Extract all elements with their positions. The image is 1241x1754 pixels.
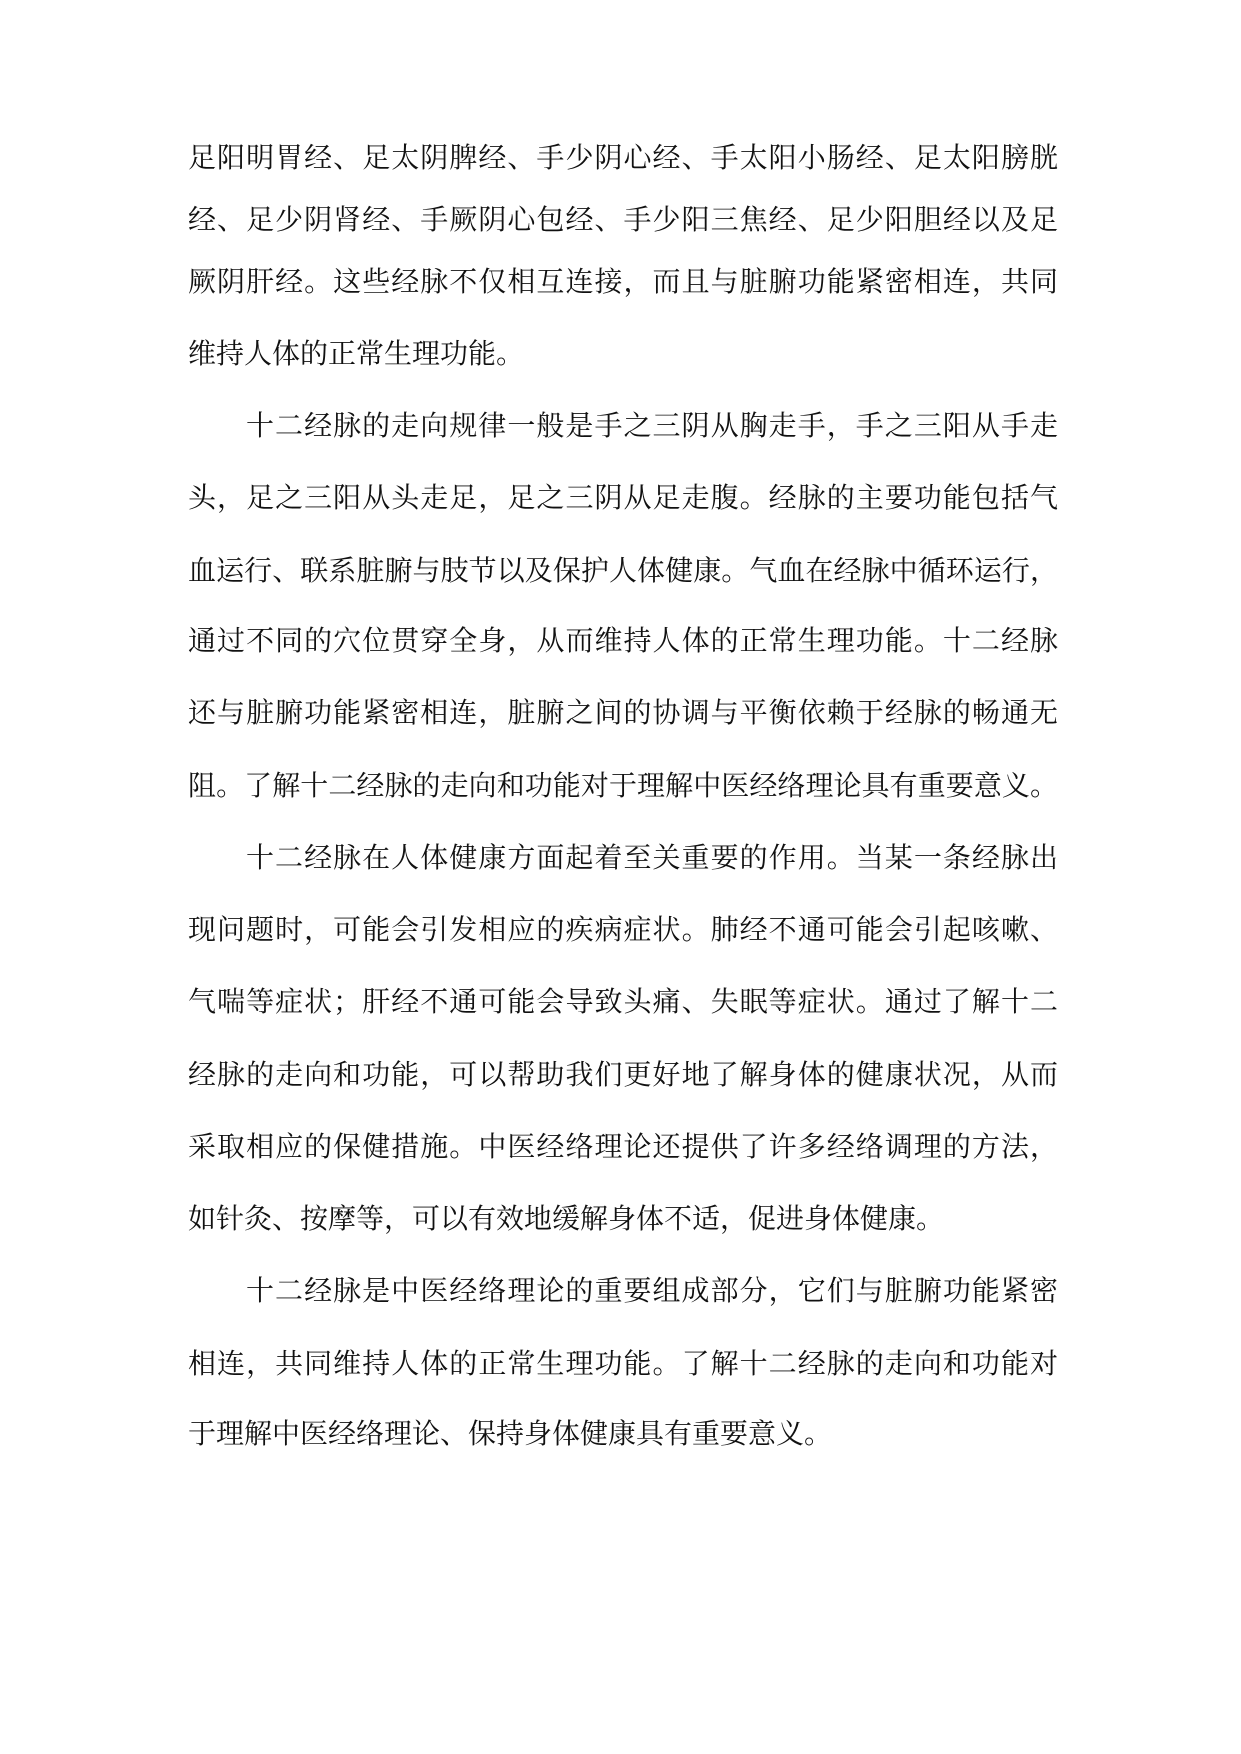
text-line: 维持人体的正常生理功能。 (188, 337, 525, 370)
text-line: 血运行、联系脏腑与肢节以及保护人体健康。气血在经脉中循环运行， (188, 554, 1058, 587)
text-line: 经、足少阴肾经、手厥阴心包经、手少阳三焦经、足少阳胆经以及足 (188, 203, 1058, 236)
paragraph-first-line: 十二经脉是中医经络理论的重要组成部分，它们与脏腑功能紧密 (246, 1274, 1058, 1307)
text-line: 相连，共同维持人体的正常生理功能。了解十二经脉的走向和功能对 (188, 1347, 1058, 1380)
text-line: 经脉的走向和功能，可以帮助我们更好地了解身体的健康状况，从而 (188, 1058, 1058, 1091)
text-line: 通过不同的穴位贯穿全身，从而维持人体的正常生理功能。十二经脉 (188, 624, 1058, 657)
text-line: 气喘等症状；肝经不通可能会导致头痛、失眠等症状。通过了解十二 (188, 985, 1058, 1018)
text-line: 现问题时，可能会引发相应的疾病症状。肺经不通可能会引起咳嗽、 (188, 913, 1058, 946)
text-line: 于理解中医经络理论、保持身体健康具有重要意义。 (188, 1417, 833, 1450)
paragraph-first-line: 十二经脉在人体健康方面起着至关重要的作用。当某一条经脉出 (246, 841, 1058, 874)
text-line: 阻。了解十二经脉的走向和功能对于理解中医经络理论具有重要意义。 (188, 769, 1058, 802)
text-line: 采取相应的保健措施。中医经络理论还提供了许多经络调理的方法， (188, 1130, 1058, 1163)
text-line: 还与脏腑功能紧密相连，脏腑之间的协调与平衡依赖于经脉的畅通无 (188, 696, 1058, 729)
text-line: 足阳明胃经、足太阴脾经、手少阴心经、手太阳小肠经、足太阳膀胱 (188, 141, 1058, 174)
text-line: 如针灸、按摩等，可以有效地缓解身体不适，促进身体健康。 (188, 1202, 945, 1235)
text-line: 厥阴肝经。这些经脉不仅相互连接，而且与脏腑功能紧密相连，共同 (188, 265, 1058, 298)
text-line: 头，足之三阳从头走足，足之三阴从足走腹。经脉的主要功能包括气 (188, 481, 1058, 514)
paragraph-first-line: 十二经脉的走向规律一般是手之三阴从胸走手，手之三阳从手走 (246, 409, 1058, 442)
